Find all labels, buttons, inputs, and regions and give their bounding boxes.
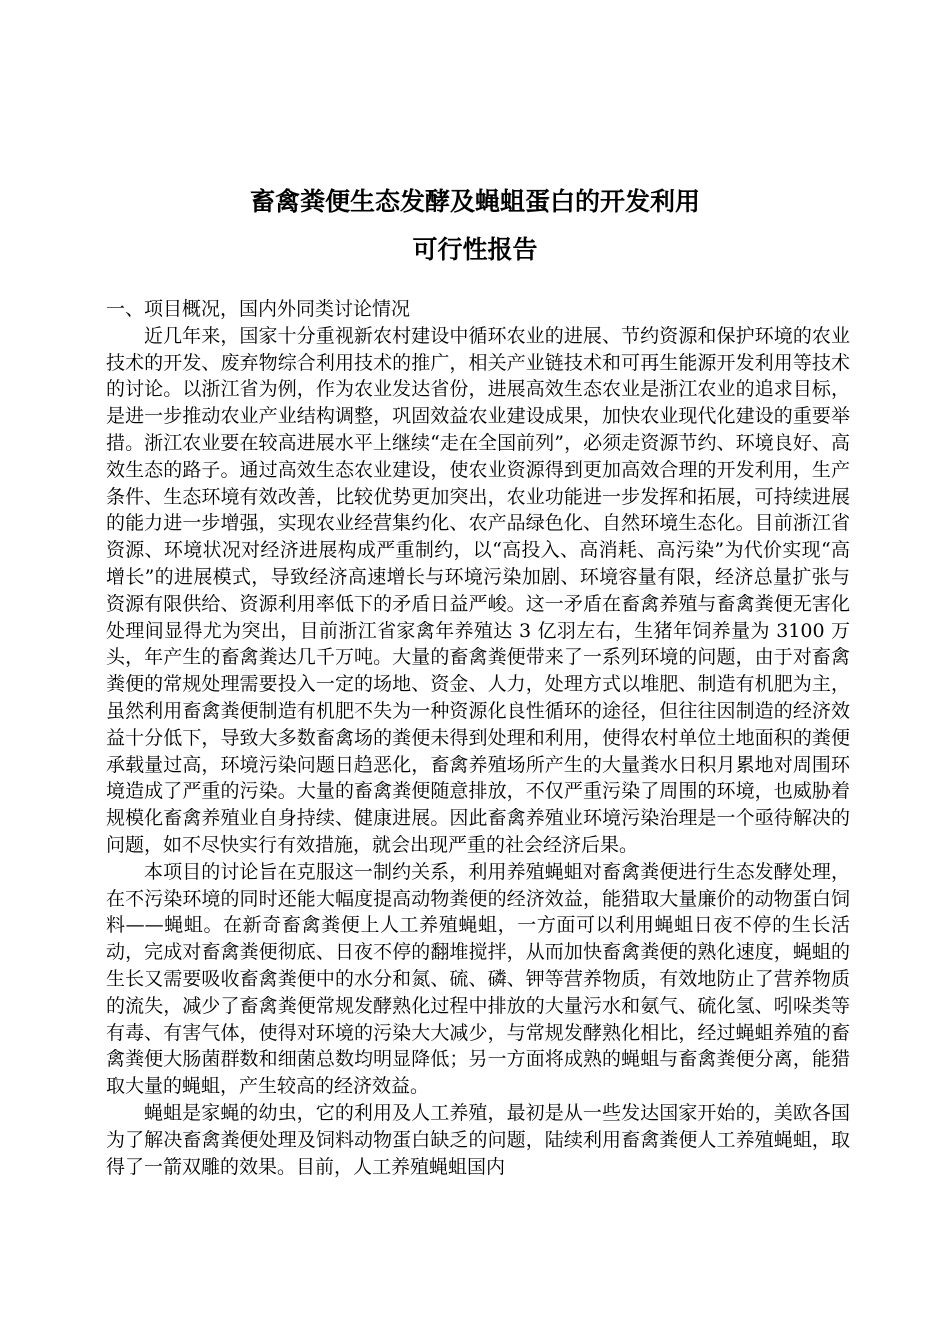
- title-line-main: 畜禽粪便生态发酵及蝇蛆蛋白的开发利用: [249, 187, 700, 216]
- paragraph: 近几年来，国家十分重视新农村建设中循环农业的进展、节约资源和保护环境的农业技术的开发、废弃物综合利用技术的推广，相关产业链技术和可再生能源开发利用等技术的讨论。以浙江省为例，作为农业发达省份，进展高效生态农业是浙江农业的追求目标，是进一步推动农业产业结构调整，巩固效益农业建设成果，加快农业现代化建设的重要举措。浙江农业要在较高进展水平上继续“走在全国前列”，必须走资源节约、环境良好、高效生态的路子。通过高效生态农业建设，使农业资源得到更加高效合理的开发利用，生产条件、生态环境有效改善，比较优势更加突出，农业功能进一步发挥和拓展，可持续进展的能力进一步增强，实现农业经营集约化、农产品绿色化、自然环境生态化。目前浙江省资源、环境状况对经济进展构成严重制约，以“高投入、高消耗、高污染”为代价实现“高增长”的进展模式，导致经济高速增长与环境污染加剧、环境容量有限，经济总量扩张与资源有限供给、资源利用率低下的矛盾日益严峻。这一矛盾在畜禽养殖与畜禽粪便无害化处理间显得尤为突出，目前浙江省家禽年养殖达 3 亿羽左右，生猪年饲养量为 3100 万头，年产生的畜禽粪达几千万吨。大量的畜禽粪便带来了一系列环境的问题，由于对畜禽粪便的常规处理需要投入一定的场地、资金、人力，处理方式以堆肥、制造有机肥为主，虽然利用畜禽粪便制造有机肥不失为一种资源化良性循环的途径，但往往因制造的经济效益十分低下，导致大多数畜禽场的粪便未得到处理和利用，使得农村单位土地面积的粪便承载量过高，环境污染问题日趋恶化，畜禽养殖场所产生的大量粪水日积月累地对周围环境造成了严重的污染。大量的畜禽粪便随意排放，不仅严重污染了周围的环境，也威胁着规模化畜禽养殖业自身持续、健康进展。因此畜禽养殖业环境污染治理是一个亟待解决的问题，如不尽快实行有效措施，就会出现严重的社会经济后果。: [106, 324, 850, 856]
- paragraph: 本项目的讨论旨在克服这一制约关系，利用养殖蝇蛆对畜禽粪便进行生态发酵处理，在不污染环境的同时还能大幅度提高动物粪便的经济效益，能猎取大量廉价的动物蛋白饲料——蝇蛆。在新奇畜禽粪便上人工养殖蝇蛆，一方面可以利用蝇蛆日夜不停的生长活动，完成对畜禽粪便彻底、日夜不停的翻堆搅拌，从而加快畜禽粪便的熟化速度，蝇蛆的生长又需要吸收畜禽粪便中的水分和氮、硫、磷、钾等营养物质，有效地防止了营养物质的流失，减少了畜禽粪便常规发酵熟化过程中排放的大量污水和氨气、硫化氢、吲哚类等有毒、有害气体，使得对环境的污染大大减少，与常规发酵熟化相比，经过蝇蛆养殖的畜禽粪便大肠菌群数和细菌总数均明显降低；另一方面将成熟的蝇蛆与畜禽粪便分离，能猎取大量的蝇蛆，产生较高的经济效益。: [106, 860, 850, 1098]
- document-body: [106, 296, 850, 1180]
- document-title: [0, 178, 950, 274]
- section-heading: 一、项目概况，国内外同类讨论情况: [106, 298, 411, 320]
- title-line-sub: 可行性报告: [412, 235, 538, 264]
- paragraph: 蝇蛆是家蝇的幼虫，它的利用及人工养殖，最初是从一些发达国家开始的，美欧各国为了解决畜禽粪便处理及饲料动物蛋白缺乏的问题，陆续利用畜禽粪便人工养殖蝇蛆，取得了一箭双雕的效果。目前，人工养殖蝇蛆国内: [106, 1101, 850, 1178]
